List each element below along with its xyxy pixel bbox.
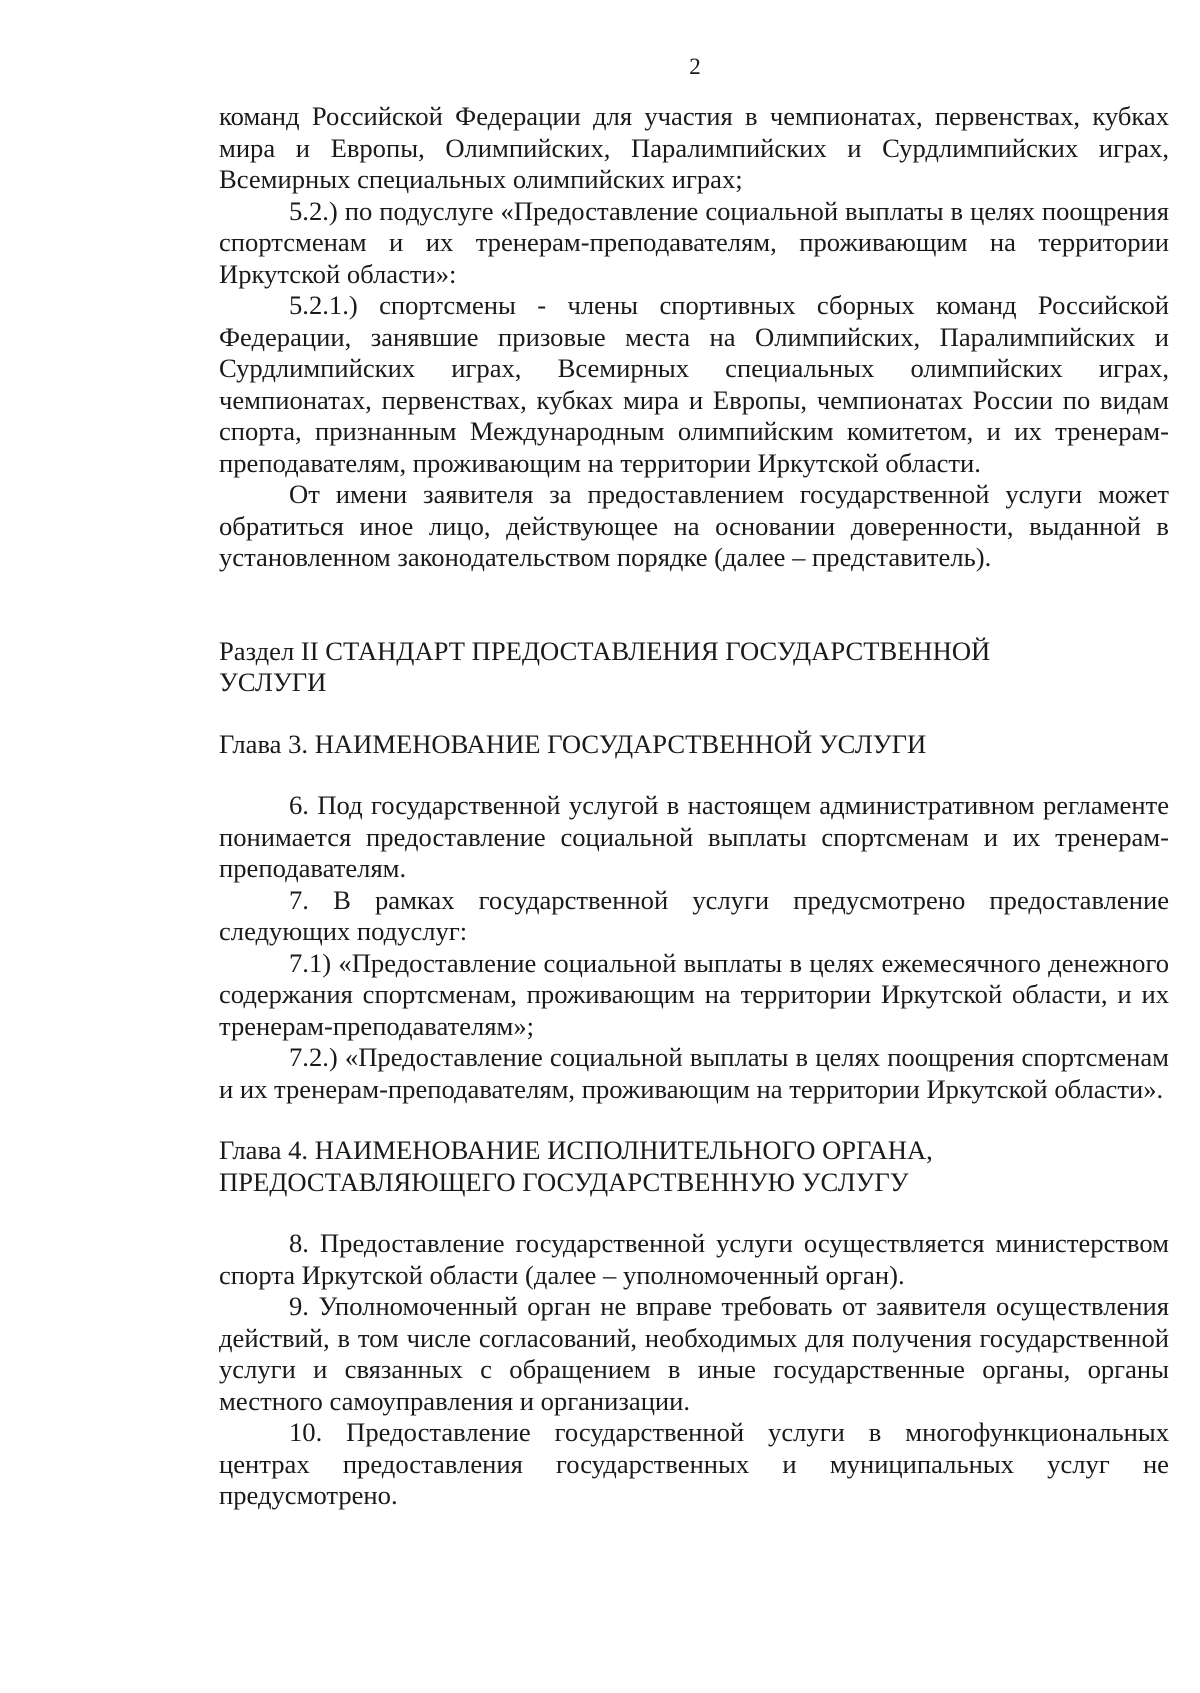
- paragraph-6: 6. Под государственной услугой в настоящем административном регламенте понимается предоставление социальной выплаты спортсменам и их тренерам-преподавателям.: [219, 790, 1169, 883]
- spacer: [219, 1198, 1169, 1228]
- chapter-4-title-line-1: Глава 4. НАИМЕНОВАНИЕ ИСПОЛНИТЕЛЬНОГО ОРГАНА,: [219, 1135, 933, 1165]
- page-number: 2: [689, 54, 701, 79]
- paragraph-5-2-1: 5.2.1.) спортсмены - члены спортивных сборных команд Российской Федерации, занявшие призовые места на Олимпийских, Паралимпийских и Сурдлимпийских играх, Всемирных специальных олимпийских играх, чемпионатах, первенствах, кубках мира и Европы, чемпионатах России по видам спорта, признанным Международным олимпийским комитетом, и их тренерам-преподавателям, проживающим на территории Иркутской области.: [219, 290, 1169, 478]
- spacer: [219, 574, 1169, 636]
- paragraph-5-2: 5.2.) по подуслуге «Предоставление социальной выплаты в целях поощрения спортсменам и их тренерам-преподавателям, проживающим на территории Иркутской области»:: [219, 195, 1169, 289]
- section-heading-line-2: УСЛУГИ: [219, 667, 327, 697]
- paragraph-7-1: 7.1) «Предоставление социальной выплаты в целях ежемесячного денежного содержания спортсменам, проживающим на территории Иркутской области, и их тренерам-преподавателям»;: [219, 947, 1169, 1041]
- paragraph-7: 7. В рамках государственной услуги предусмотрено предоставление следующих подуслуг:: [219, 884, 1169, 946]
- paragraph-7-2: 7.2.) «Предоставление социальной выплаты в целях поощрения спортсменам и их тренерам-преподавателям, проживающим на территории Иркутской области».: [219, 1042, 1169, 1104]
- section-heading: [219, 636, 1169, 699]
- paragraph-continuation: команд Российской Федерации для участия в чемпионатах, первенствах, кубках мира и Европы, Олимпийских, Паралимпийских и Сурдлимпийских играх, Всемирных специальных олимпийских играх;: [219, 101, 1169, 194]
- paragraph-representative: От имени заявителя за предоставлением государственной услуги может обратиться иное лицо, действующее на основании доверенности, выданной в установленном законодательством порядке (далее – представитель).: [219, 479, 1169, 572]
- chapter-4-heading: [219, 1135, 1169, 1198]
- paragraph-10: 10. Предоставление государственной услуги в многофункциональных центрах предоставления государственных и муниципальных услуг не предусмотрено.: [219, 1417, 1169, 1510]
- spacer: [219, 1105, 1169, 1135]
- chapter-4-title-line-2: ПРЕДОСТАВЛЯЮЩЕГО ГОСУДАРСТВЕННУЮ УСЛУГУ: [219, 1166, 909, 1197]
- spacer: [219, 760, 1169, 790]
- chapter-3-title: Глава 3. НАИМЕНОВАНИЕ ГОСУДАРСТВЕННОЙ УСЛУГИ: [219, 728, 927, 759]
- paragraph-8: 8. Предоставление государственной услуги осуществляется министерством спорта Иркутской области (далее – уполномоченный орган).: [219, 1228, 1169, 1290]
- section-heading-line-1: Раздел II СТАНДАРТ ПРЕДОСТАВЛЕНИЯ ГОСУДАРСТВЕННОЙ: [219, 635, 991, 666]
- paragraph-9: 9. Уполномоченный орган не вправе требовать от заявителя осуществления действий, в том числе согласований, необходимых для получения государственной услуги и связанных с обращением в иные государственные органы, органы местного самоуправления и организации.: [219, 1291, 1169, 1416]
- spacer: [219, 699, 1169, 729]
- document-body: [219, 101, 1169, 1512]
